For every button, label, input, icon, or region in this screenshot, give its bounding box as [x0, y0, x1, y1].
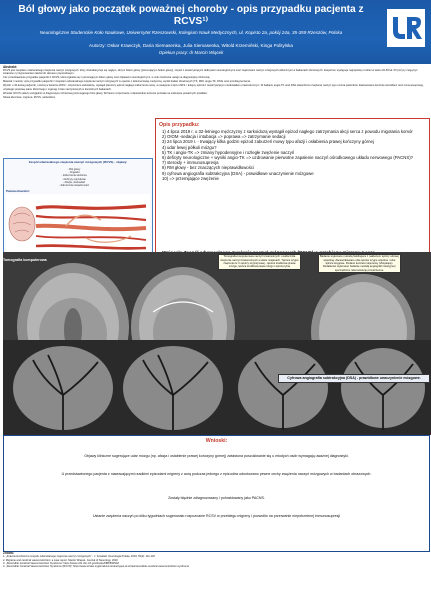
- abstract-paragraph: Materiał i metody: opis przypadku pacjentki z zespołem odwracalnego zwężenia naczyń mózgowych w oparciu o dokumentację medyczną, wyniki badań obrazowych (TK, MRI, angio-TK, DSA) oraz przebieg leczenia.: [3, 80, 251, 84]
- mri-caption-left: Tomografia komputerowa naczyń krwionośnych: uwidoczniła zwężenie naczyń krwionośnych w wielu miejscach. Tętnice szyjne zwężenie kr in tętnicy szyjnej lewej - tętnica środkowa prawa mózgu, tętnica środkowa lewa mózgu i tętnica tylna: [218, 254, 301, 270]
- mri-caption-right: Badanie wykonano metodą Seldingera z nakłuciem tętnicy udowej wspólnej. Zacewnikowano obie tętnice szyjne wspólne i obie tętnice kręgowe. Podano kontrast niejonowy (Visipaque). Dodatkowo wykonano badanie metodą angiografii rotacyjnej i sporządzono rekonstrukcje przestrzenne.: [318, 254, 401, 273]
- supervisor: Opiekun pracy: dr Marcin Wiącek: [158, 50, 224, 55]
- case-description-box: [155, 118, 430, 260]
- symptom-item: - Deficyty ogniskowe: [62, 177, 86, 181]
- abstract-paragraph: Wyniki: u 32-letniej pacjentki, u której w kwietniu 2019 r. rozpoznano sarkoidozę, wystąpił pierwszy epizod nagłego zaburzenia mowy, a następnie w lipcu 2019 r. kolejny epizod z towarzyszącym niedowładem prawostronnym. W badaniu angio-TK oraz DSA stwierdzono zwężenia naczyń typu sznura paciorków. Zastosowano leczenie steroidami oraz immunosupresją, uzyskując poprawę stanu klinicznego i regresję zmian naczyniowych w kontrolnych badaniach.: [3, 84, 424, 91]
- header-banner: [0, 0, 431, 64]
- case-item: 4) udar lewej półkuli mózgu?: [162, 144, 217, 150]
- university-logo-icon: [387, 9, 425, 47]
- case-item: 2) OIOM -sedacja i intubacja => poprawa => zatrzymanie sedacji: [162, 134, 286, 140]
- case-item: 7) steroidy + immunosupresja: [162, 160, 219, 166]
- mri-title: Tomografia komputerowa: [3, 258, 47, 262]
- case-item: 9) cyfrowa angiografia subtrakcyjna (DSA) - prawidłowe unaczynienie mózgowe: [162, 170, 314, 176]
- poster-title: Ból głowy jako początek poważnej choroby - opis przypadku pacjenta z RCVS¹⁾: [18, 4, 364, 27]
- vessel-diagram: [6, 194, 150, 256]
- case-item: 1) 4 lipca 2019 r. u 32-letniego mężczyzny z sarkoidozą wystąpił epizod nagłego zatrzymania akcji serca z powodu migotania komór: [162, 129, 413, 134]
- pathophysiology-label: Patomechanizm:: [6, 189, 30, 193]
- abstract-paragraph: RCVS jest zespołem odwracalnego zwężenia naczyń mózgowych, który charakteryzuje się nagłym, silnym bólem głowy (piorunującym bólem głowy), często z towarzyszącymi deficytami neurologicznymi oraz zwężeniami naczyń mózgowych widocznymi w badaniach obrazowych. Zespół ten występuje najczęściej u kobiet w wieku 20-50 lat. Przyczyny mogą być związane z przyjmowaniem leków lub okresem poporodowym.: [3, 69, 418, 76]
- case-list: [162, 129, 427, 181]
- angiography-caption: Cyfrowa angiografia subtrakcyjna (DSA) - prawidłowe unaczynienie mózgowe.: [278, 374, 430, 383]
- references-section: [3, 552, 428, 608]
- symptom-list: [24, 168, 124, 187]
- conclusion-item: U przedstawionego pacjenta z nawracającymi rzadkimi epizodami migreny z aurą podczas jednego z epizodów odnotowano pewne cechy zwężenia naczyń mózgowych w badaniach obrazowych.: [61, 472, 372, 476]
- authors: Autorzy: Oskar Krawczyk, Daria Siemasenka, Julia Siemasenka, Witold Krzemiński, Kinga Politylska: [89, 43, 293, 48]
- keywords: Słowa kluczowe: migrena, RCVS, sarkoidoza: [3, 95, 55, 99]
- conclusion-item: Objawy kliniczne sugerujące udar mózgu (np. afazja i osłabienie prawej kończyny górnej) zwiastuna poszukiwanie się u młodych osób wymagają uważnej diagnostyki.: [84, 454, 349, 458]
- case-item: 5) TK i angio-TK => zmiany hypodensyjne i rozległe zwężenie naczyń: [162, 149, 295, 155]
- reference-item: 1. „Znaczenie kliniczne zespołu odwracalnego zwężenia naczyń mózgowych” - J. Kowalski, Neurologia Polska, 2019; 53(2): 112-120: [3, 555, 155, 559]
- reference-item: 2. Migraine and cerebral vasoconstriction: a case report. Marcin Wiącek, Journal of Neurology, 2020: [3, 558, 118, 562]
- conclusion-item: Ustanie zwężenia naczyń po kilku tygodniach sugerowało rozpoznanie RCSV w przebiegu migreny i pozwoliło na przerwanie niepotrzebnej immunosupresji: [92, 514, 341, 518]
- case-title: Opis przypadku:: [159, 122, 200, 128]
- symptom-item: - Zaburzenia świadomości: [58, 184, 90, 188]
- symptom-item: - Ból głowy: [67, 168, 81, 171]
- reference-item: 3. „Reversible Cerebral Vasoconstriction Syndrome” https://www.ncbi.nlm.nih.gov/books/NBK560542/: [3, 561, 120, 565]
- abstract-paragraph: Wnioski: RCVS należy uwzględnić w diagnostyce różnicowej piorunującego bólu głowy. Wczesne rozpoznanie i odpowiednie leczenie pozwala na uniknięcie poważnych powikłań.: [3, 91, 208, 95]
- abstract-paragraph: Cel: przedstawienie przypadku pacjentki z RCVS, która zgłosiła się z piorunującym bólem głowy oraz objawami neurologicznymi, w celu zwrócenia uwagi na diagnostykę różnicową.: [3, 76, 211, 80]
- references-title: Źródła:: [3, 551, 14, 555]
- conclusions-title: Wnioski:: [205, 438, 228, 444]
- case-item: 8) RM głowy - bez znaczących nieprawidłowości: [162, 165, 254, 171]
- case-item: 6) deficyty neurologiczne + wyniki angio-TK => uzdrowanie pierwotne zapalenie naczyń ośrodkowego układu nerwowego (PACNS)?: [162, 155, 414, 161]
- case-item: 10) => przemijające zwężenie: [162, 175, 219, 181]
- rcvs-box-header: Zespół odwracalnego zwężenia naczyń mózgowych (RCVS) - objawy:: [28, 160, 128, 164]
- reference-item: 4. „Reversible Cerebral Vasoconstriction Syndrome (RCVS)” https://www.stroke.org/en/about-stroke/types-of-stroke/reversible-cerebral-vasoconstriction-syndrome: [3, 565, 190, 569]
- symptom-item: - Drgawki: [68, 171, 80, 175]
- conclusion-item: Zostały błędnie zdiagnozowany i pohraktowany jako PACNS.: [168, 496, 265, 500]
- case-item: 3) 24 lipca 2019 r. - trwający kilka godzin epizod zaburzeń mowy typu afazji i osłabienia prawej kończyny górnej: [162, 139, 374, 145]
- symptom-item: - Afazja, niedowład: [63, 180, 85, 184]
- angiography-panel: [3, 340, 431, 435]
- symptom-item: - Zaburzenia widzenia: [61, 174, 87, 178]
- abstract-title: Abstrakt:: [3, 65, 17, 69]
- affiliation: Neurologiczne Studenckie Koło Naukowe, Uniwersytet Rzeszowski, Kolegium Nauk Medycznych, ul. Kopisto 2a, pokój 24a, 35-359 Rzeszów, Polska: [39, 30, 343, 35]
- conclusions-box: [3, 435, 430, 552]
